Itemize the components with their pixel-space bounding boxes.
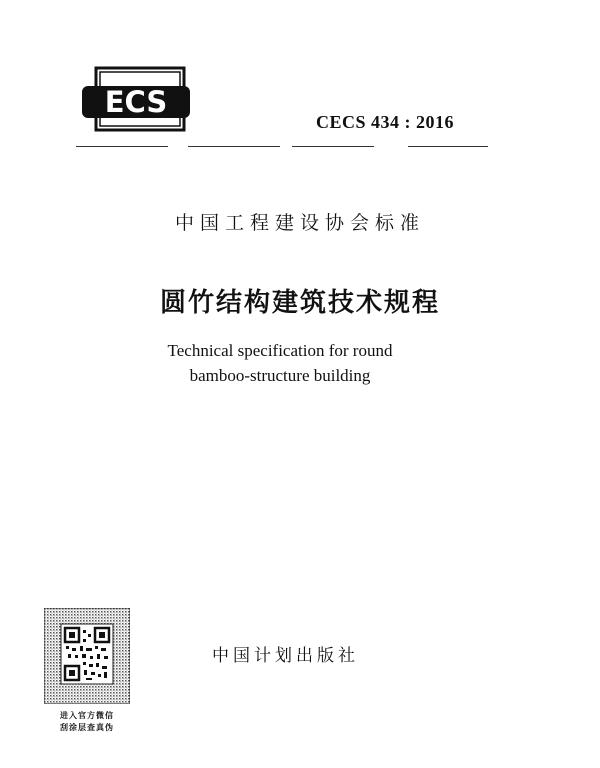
title-en-line-1: Technical specification for round	[167, 341, 393, 360]
document-title-zh: 圆竹结构建筑技术规程	[159, 288, 440, 318]
header-rule-4	[408, 146, 488, 147]
association-title: 中国工程建设协会标准	[174, 212, 425, 234]
header-rule-1	[76, 146, 168, 147]
qr-caption-line-2: 刮涂层查真伪	[60, 723, 114, 732]
publisher-name: 中国计划出版社	[212, 646, 359, 666]
ecs-logo	[76, 64, 196, 136]
header-rule-2	[188, 146, 280, 147]
logo-text: ECS	[104, 85, 168, 119]
header-rule-3	[292, 146, 374, 147]
document-title-en	[0, 338, 560, 388]
qr-code	[44, 608, 130, 704]
standard-code: CECS 434 : 2016	[316, 112, 455, 132]
title-en-line-2: bamboo-structure building	[189, 366, 371, 385]
qr-caption-line-1: 进入官方微信	[60, 711, 114, 720]
